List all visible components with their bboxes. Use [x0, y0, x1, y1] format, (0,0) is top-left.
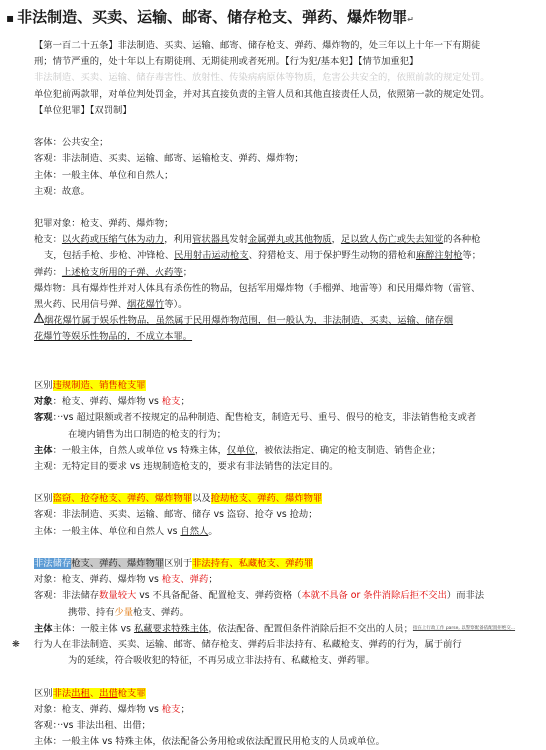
- blank-line: [34, 669, 540, 685]
- compare-4-object: 对象：枪支、弹药、爆炸物 vs 枪支；: [34, 703, 190, 715]
- targets-note-line-2: 花爆竹等娱乐性物品的，不成立本罪。: [34, 331, 193, 343]
- targets-head: 犯罪对象：枪支、弹药、爆炸物；: [34, 218, 174, 230]
- targets-explosive-line-1: 爆炸物：具有爆炸性并对人体具有杀伤性的物品，包括军用爆炸物（手榴弹、地雷等）和民用爆炸物（雷管、: [34, 282, 481, 294]
- targets-gun-line-1: 枪支：以火药或压缩气体为动力，利用管状器具发射金属弹丸或其他物质，足以致人伤亡或失去知觉的各种枪: [34, 234, 481, 246]
- compare-3-objective-1: 客观：非法储存数量较大 vs 不具备配备、配置枪支、弹药资格（本就不具备 or 条件消除后拒不交出）而非法: [34, 590, 485, 602]
- targets-ammo: 弹药：上述枪支所用的子弹、火药等；: [34, 266, 193, 278]
- compare-3-objective-2: 携带、持有少量枪支、弹药。: [68, 606, 189, 618]
- law-article-line-3: 非法制造、买卖、运输、储存毒害性、放射性、传染病病原体等物质，危害公共安全的，依照前款的规定处罚。: [34, 72, 490, 84]
- compare-3-head: 非法储存枪支、弹药、爆炸物罪区别于非法持有、私藏枪支、弹药罪: [34, 558, 314, 569]
- asterisk-icon: ❋: [12, 638, 20, 650]
- compare-1-object: 对象：枪支、弹药、爆炸物 vs 枪支；: [34, 396, 190, 408]
- law-article-line-2: 刑；情节严重的，处十年以上有期徒刑、无期徒刑或者死刑。【行为犯/基本犯】【情节加重犯】: [34, 56, 419, 68]
- comment-note: 指在上行政工作 parse, 以警察配备依配置拒绝交...: [412, 625, 516, 631]
- compare-4-subject: 主体：一般主体 vs 特殊主体，依法配备公务用枪或依法配置民用枪支的人员或单位。: [34, 736, 385, 748]
- document-body: [12, 38, 540, 750]
- blank-line: [34, 362, 540, 378]
- blank-line: [34, 540, 540, 556]
- compare-3-note-1: ❋ 行为人在非法制造、买卖、运输、邮寄、储存枪支、弹药后非法持有、私藏枪支、弹药的行为，属于前行: [34, 637, 540, 653]
- targets-gun-line-2: 支，包括手枪、步枪、冲锋枪、民用射击运动枪支、狩猎枪支、用于保护野生动物的猎枪和麻醉注射枪等；: [44, 250, 482, 262]
- title-text: 非法制造、买卖、运输、邮寄、储存枪支、弹药、爆炸物罪: [17, 8, 408, 26]
- blank-line: [34, 475, 540, 491]
- warning-icon: [34, 313, 44, 323]
- compare-2-head: 区别盗窃、抢夺枪支、弹药、爆炸物罪以及抢劫枪支、弹药、爆炸物罪: [34, 493, 323, 505]
- compare-1-subjective: 主观：无特定目的要求 vs 违规制造枪支的，要求有非法销售的法定目的。: [34, 460, 339, 472]
- compare-4-head: 区别非法出租、出借枪支罪: [34, 687, 146, 699]
- blank-line: [34, 119, 540, 135]
- compare-4-objective: 客观：··vs 非法出租、出借；: [34, 719, 151, 731]
- law-article-line-1: 【第一百二十五条】非法制造、买卖、运输、邮寄、储存枪支、弹药、爆炸物的，处三年以上十年一下有期徒: [34, 40, 481, 51]
- compare-3-object: 对象：枪支、弹药、爆炸物 vs 枪支、弹药；: [34, 574, 218, 586]
- compare-2-objective: 客观：非法制造、买卖、运输、邮寄、储存 vs 盗窃、抢夺 vs 抢劫；: [34, 509, 318, 521]
- element-subject: 主体：一般主体、单位和自然人；: [34, 169, 174, 181]
- blank-line: [34, 200, 540, 216]
- compare-1-objective-2: 在境内销售为出口制造的枪支的行为；: [68, 428, 227, 440]
- targets-explosive-line-2: 黑火药、民用信号弹、烟花爆竹等）。: [34, 299, 188, 310]
- compare-2-subject: 主体：一般主体、单位和自然人 vs 自然人。: [34, 525, 218, 537]
- element-objective: 客观：非法制造、买卖、运输、邮寄、运输枪支、弹药、爆炸物；: [34, 153, 304, 165]
- compare-1-subject: 主体：一般主体，自然人或单位 vs 特殊主体，仅单位，被依法指定、确定的枪支制造、销售企业；: [34, 444, 441, 456]
- blank-line: [34, 346, 540, 362]
- law-article-line-4: 单位犯前两款罪，对单位判处罚金，并对其直接负责的主管人员和其他直接责任人员，依照第一款的规定处罚。: [34, 88, 490, 100]
- element-subjective: 主观：故意。: [34, 185, 90, 197]
- title-bullet-icon: ▪: [6, 11, 15, 25]
- law-article-line-5: 【单位犯罪】【双罚制】: [34, 104, 132, 116]
- element-object: 客体：公共安全；: [34, 137, 109, 149]
- paragraph-mark-icon: ↵: [407, 15, 414, 24]
- document-title: [6, 6, 414, 27]
- compare-3-subject: 主体主体：一般主体 vs 私藏要求特殊主体，依法配备、配置但条件消除后拒不交出的人员；指在上行政工作 parse, 以警察配备依配置拒绝交...: [34, 623, 516, 635]
- compare-1-head: 区别违规制造、销售枪支罪: [34, 379, 146, 391]
- targets-note-line-1: 烟花爆竹属于娱乐性物品，虽然属于民用爆炸物范围，但一般认为，非法制造、买卖、运输、储存烟: [34, 313, 540, 329]
- compare-1-objective-1: 客观：··vs 超过限额或者不按规定的品种制造、配售枪支，制造无号、重号、假号的枪支，非法销售枪支或者: [34, 412, 477, 424]
- compare-3-note-2: 为的延续，符合吸收犯的特征，不再另成立非法持有、私藏枪支、弹药罪。: [68, 655, 375, 667]
